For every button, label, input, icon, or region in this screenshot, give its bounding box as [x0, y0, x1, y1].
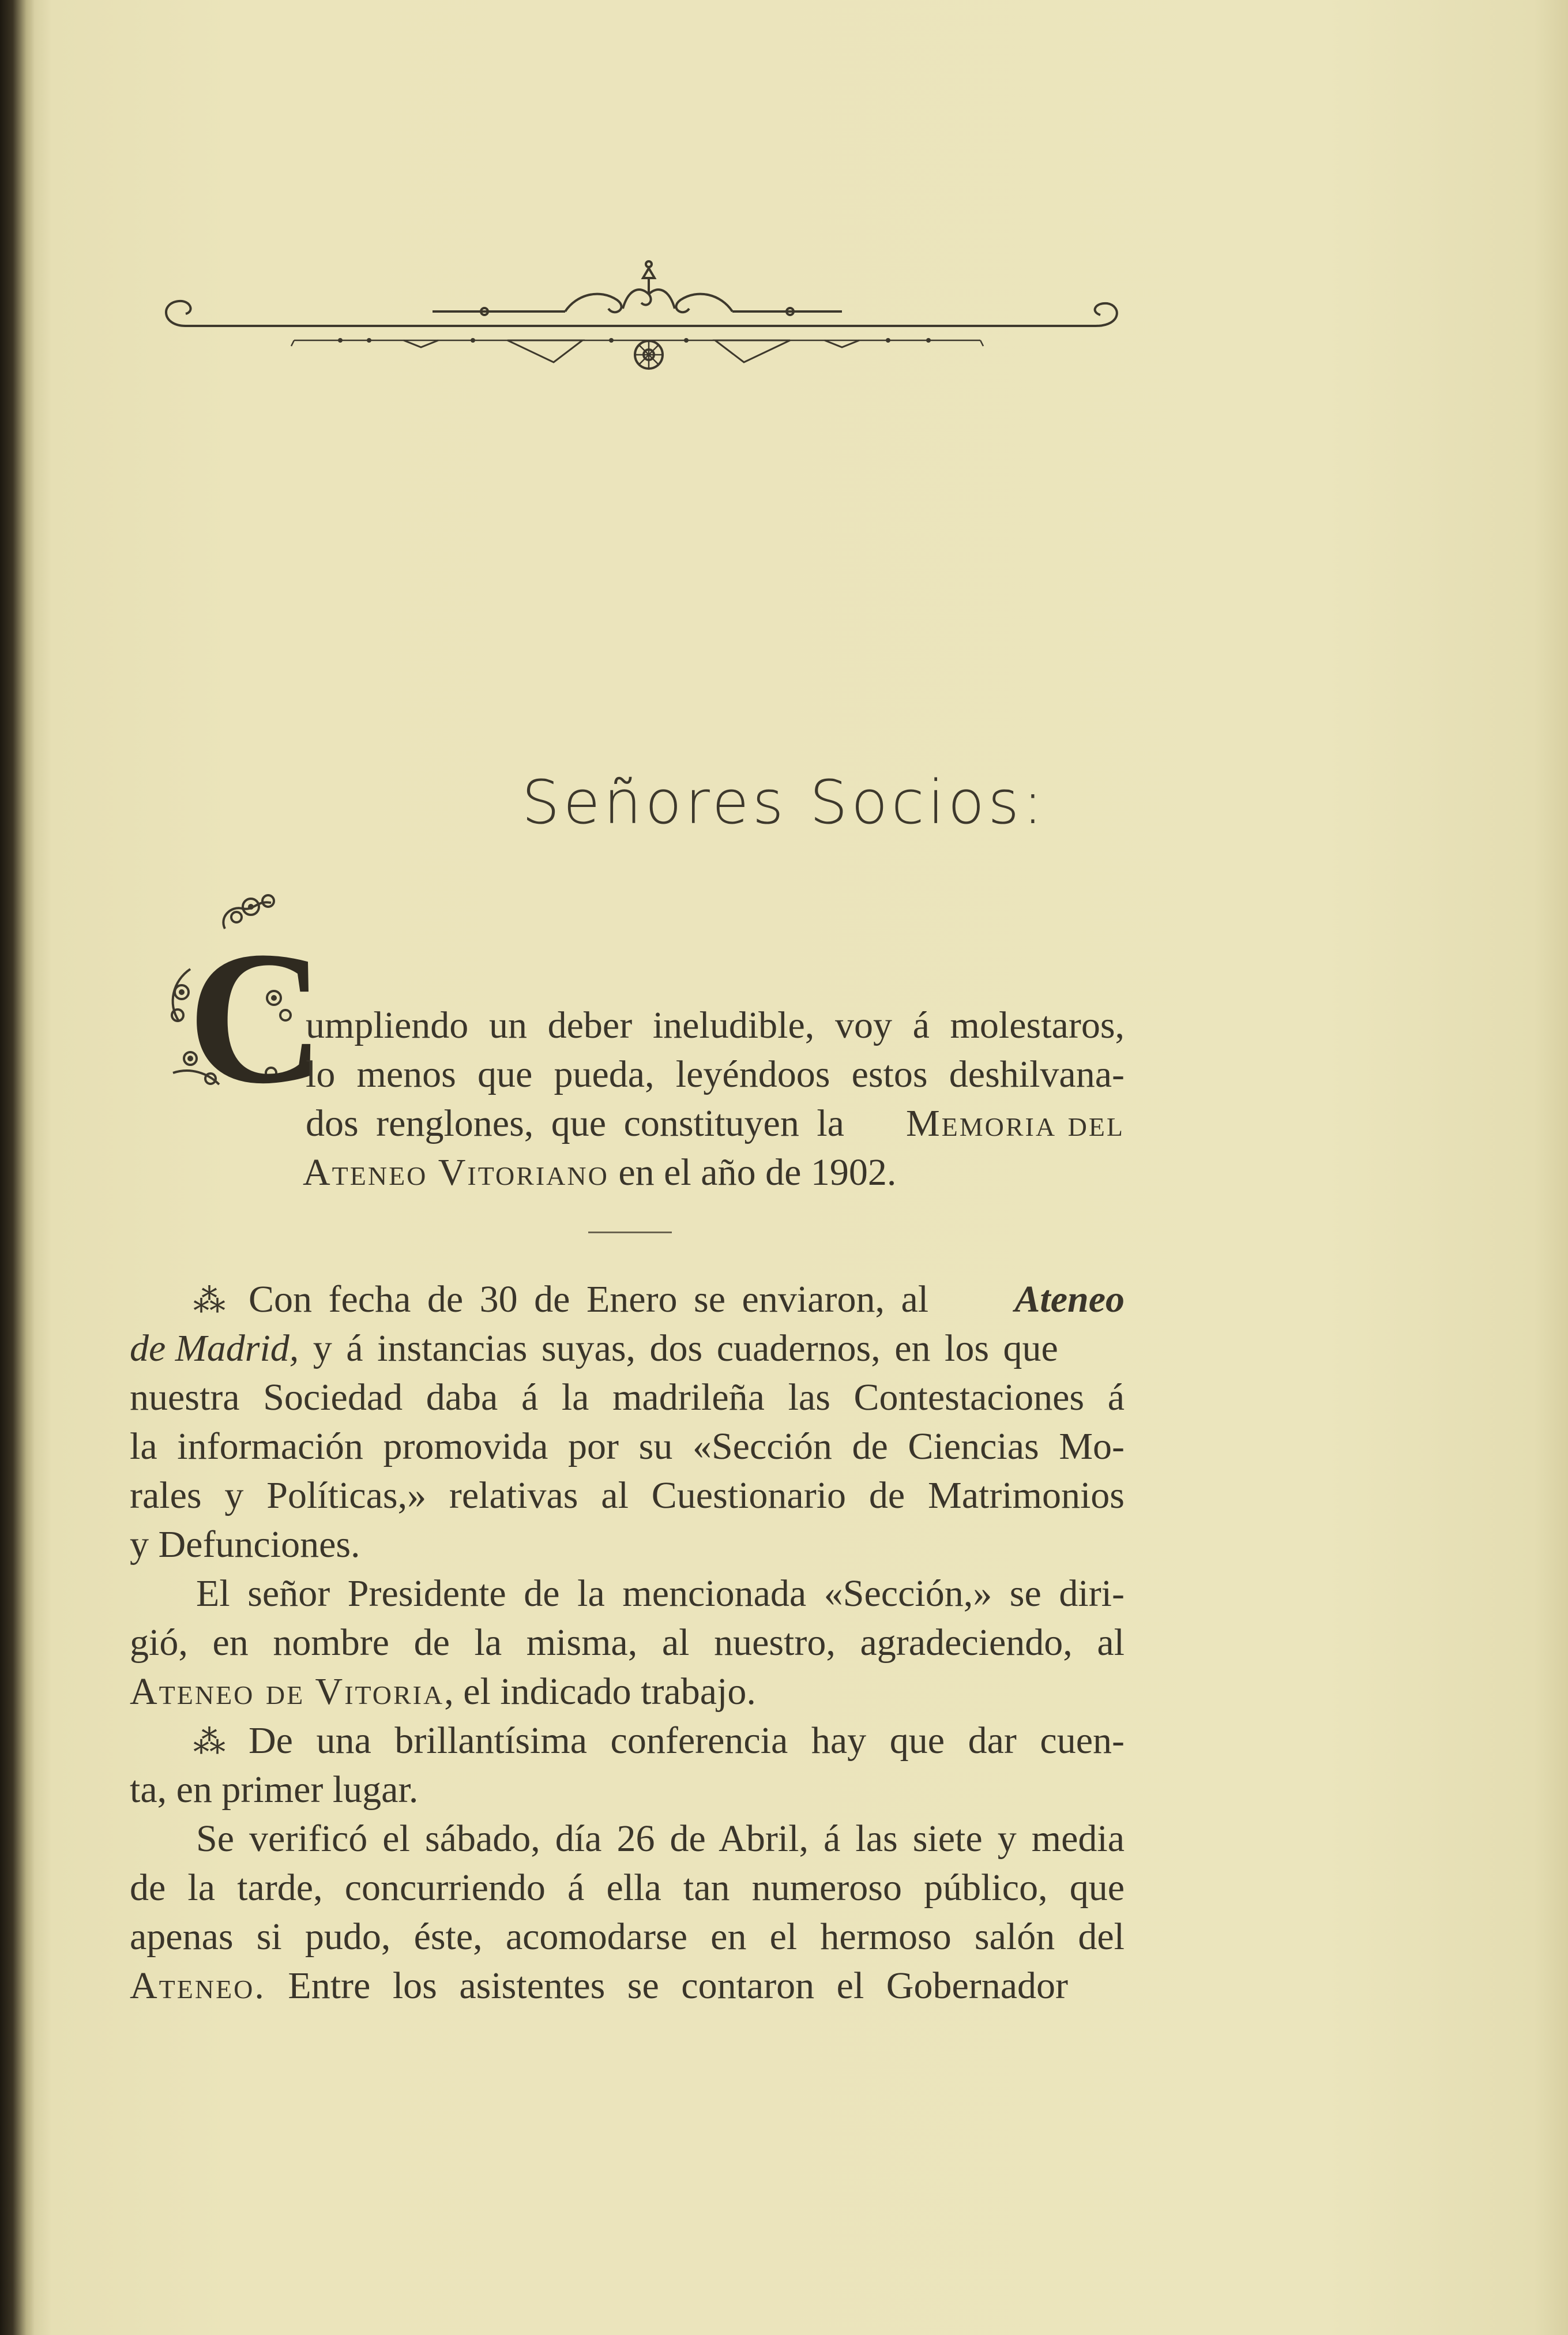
- s3-line-3: Se verificó el sábado, día 26 de Abril, á las siete y media: [196, 1818, 1125, 1860]
- de-madrid-italic: de Madrid,: [130, 1327, 299, 1369]
- ateneo-italic: Ateneo: [1014, 1278, 1125, 1320]
- s1-line-2-rest: y á instancias suyas, dos cuadernos, en los que: [299, 1327, 1058, 1369]
- s1-line-1: [130, 1278, 1125, 1320]
- intro-line-2: lo menos que pueda, leyéndoos estos deshilvana-: [306, 1053, 1125, 1095]
- s1-line-4: la información promovida por su «Sección de Ciencias Mo-: [130, 1425, 1125, 1467]
- ateneo-vitoriano: Ateneo Vitoriano: [303, 1151, 609, 1193]
- section-divider: [588, 1232, 672, 1233]
- s3-line-4: de la tarde, concurriendo á ella tan numeroso público, que: [130, 1867, 1125, 1909]
- intro-line-3-text: dos renglones, que constituyen la: [306, 1102, 844, 1144]
- asterism-2: ⁂: [193, 1725, 225, 1760]
- intro-line-3: [306, 1102, 1125, 1144]
- dropcap-letter: C: [187, 913, 325, 1123]
- asterism-1: ⁂: [193, 1283, 225, 1319]
- s1-line-5: rales y Políticas,» relativas al Cuestionario de Matrimonios: [130, 1474, 1125, 1516]
- salutation-heading: Señores Socios:: [521, 767, 1047, 838]
- s2-line-3-rest: , el indicado trabajo.: [444, 1670, 756, 1713]
- ateneo-smallcaps: Ateneo.: [130, 1965, 266, 2007]
- s1-line-2: [130, 1327, 1125, 1369]
- s3-line-1: [130, 1722, 1125, 1760]
- s3-line-1-text: De una brillantísima conferencia hay que dar cuen-: [249, 1720, 1125, 1762]
- ornamental-dropcap-c: [156, 883, 325, 1123]
- book-gutter: [0, 0, 35, 2335]
- intro-line-4-rest: en el año de 1902.: [608, 1151, 897, 1193]
- s2-line-2: gió, en nombre de la misma, al nuestro, agradeciendo, al: [130, 1621, 1125, 1664]
- intro-line-3-smallcaps: Memoria del: [905, 1102, 1125, 1144]
- s2-line-1: El señor Presidente de la mencionada «Sección,» se diri-: [196, 1572, 1125, 1615]
- s3-line-6-rest: Entre los asistentes se contaron el Gobernador: [265, 1965, 1069, 2007]
- s2-line-3: [130, 1670, 756, 1713]
- s3-line-6: [130, 1967, 1125, 2005]
- s3-line-5: apenas si pudo, éste, acomodarse en el hermoso salón del: [130, 1916, 1125, 1958]
- ateneo-de-vitoria: Ateneo de Vitoria: [130, 1670, 445, 1713]
- s1-line-3: nuestra Sociedad daba á la madrileña las Contestaciones á: [130, 1376, 1125, 1418]
- header-ornament: [150, 254, 1130, 392]
- s1-line-1-text: Con fecha de 30 de Enero se enviaron, al: [249, 1278, 929, 1320]
- intro-line-4: [303, 1151, 897, 1193]
- s1-line-6: y Defunciones.: [130, 1523, 360, 1566]
- s3-line-2: ta, en primer lugar.: [130, 1769, 419, 1811]
- intro-line-1: umpliendo un deber ineludible, voy á molestaros,: [306, 1004, 1125, 1046]
